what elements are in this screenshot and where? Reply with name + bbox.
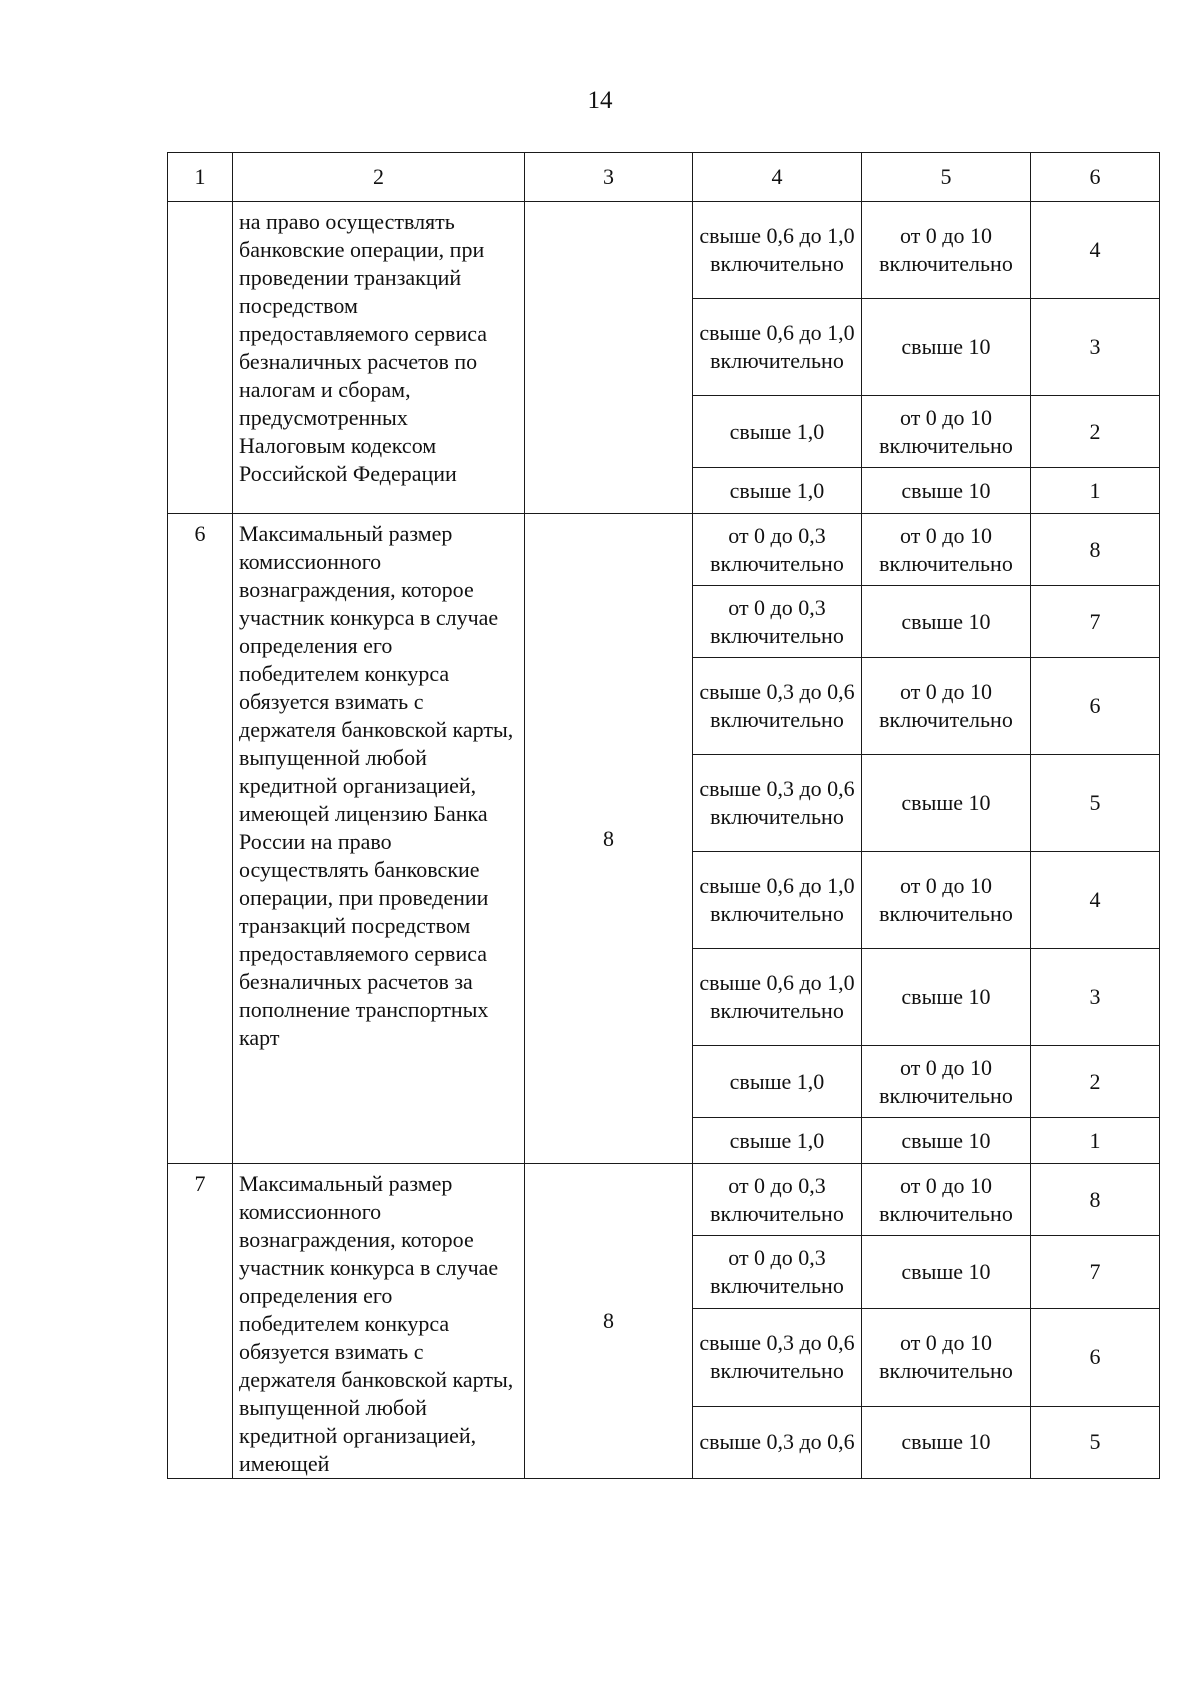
commission-range-cell: от 0 до 0,3 включительно <box>693 586 862 658</box>
header-cell: 4 <box>693 153 862 202</box>
criterion-description: Максимальный размер комиссионного вознаграждения, которое участник конкурса в случае определения его победителем конкурса обязуется взимать с держателя банковской карты, выпущенной любой кредитной организацией, имеющей <box>233 1164 525 1479</box>
amount-range-cell: от 0 до 10 включительно <box>862 514 1031 586</box>
amount-range-cell: от 0 до 10 включительно <box>862 396 1031 468</box>
score-cell: 1 <box>1031 468 1160 514</box>
header-cell: 5 <box>862 153 1031 202</box>
amount-range-cell: от 0 до 10 включительно <box>862 1046 1031 1118</box>
criterion-description: Максимальный размер комиссионного вознаграждения, которое участник конкурса в случае определения его победителем конкурса обязуется взимать с держателя банковской карты, выпущенной любой кредитной организацией, имеющей лицензию Банка России на право осуществлять банковские операции, при проведении транзакций посредством предоставляемого сервиса безналичных расчетов за пополнение транспортных карт <box>233 514 525 1164</box>
commission-range-cell: свыше 1,0 <box>693 468 862 514</box>
commission-range-cell: от 0 до 0,3 включительно <box>693 514 862 586</box>
score-cell: 5 <box>1031 1406 1160 1478</box>
amount-range-cell: свыше 10 <box>862 586 1031 658</box>
header-cell: 1 <box>168 153 233 202</box>
commission-range-cell: свыше 1,0 <box>693 396 862 468</box>
commission-range-cell: свыше 0,6 до 1,0 включительно <box>693 852 862 949</box>
amount-range-cell: от 0 до 10 включительно <box>862 658 1031 755</box>
amount-range-cell: свыше 10 <box>862 468 1031 514</box>
criteria-table <box>167 152 1160 1479</box>
score-cell: 8 <box>1031 514 1160 586</box>
header-row <box>168 153 1160 202</box>
commission-range-cell: свыше 0,6 до 1,0 включительно <box>693 299 862 396</box>
amount-range-cell: свыше 10 <box>862 755 1031 852</box>
header-cell: 6 <box>1031 153 1160 202</box>
criterion-number: 7 <box>168 1164 233 1479</box>
score-cell: 4 <box>1031 202 1160 299</box>
amount-range-cell: от 0 до 10 включительно <box>862 202 1031 299</box>
commission-range-cell: свыше 0,3 до 0,6 включительно <box>693 1308 862 1406</box>
header-cell: 3 <box>525 153 693 202</box>
commission-range-cell: свыше 0,3 до 0,6 <box>693 1406 862 1478</box>
amount-range-cell: свыше 10 <box>862 1236 1031 1308</box>
score-cell: 3 <box>1031 299 1160 396</box>
commission-range-cell: свыше 0,6 до 1,0 включительно <box>693 949 862 1046</box>
commission-range-cell: от 0 до 0,3 включительно <box>693 1164 862 1236</box>
amount-range-cell: свыше 10 <box>862 1118 1031 1164</box>
score-cell: 4 <box>1031 852 1160 949</box>
commission-range-cell: свыше 0,6 до 1,0 включительно <box>693 202 862 299</box>
score-cell: 1 <box>1031 1118 1160 1164</box>
header-cell: 2 <box>233 153 525 202</box>
criterion-number: 6 <box>168 514 233 1164</box>
commission-range-cell: свыше 1,0 <box>693 1046 862 1118</box>
commission-range-cell: от 0 до 0,3 включительно <box>693 1236 862 1308</box>
commission-range-cell: свыше 0,3 до 0,6 включительно <box>693 755 862 852</box>
table-row <box>168 202 1160 299</box>
amount-range-cell: свыше 10 <box>862 299 1031 396</box>
amount-range-cell: от 0 до 10 включительно <box>862 852 1031 949</box>
score-cell: 2 <box>1031 396 1160 468</box>
amount-range-cell: от 0 до 10 включительно <box>862 1308 1031 1406</box>
score-cell: 3 <box>1031 949 1160 1046</box>
criterion-description: на право осуществлять банковские операции, при проведении транзакций посредством предоставляемого сервиса безналичных расчетов по налогам и сборам, предусмотренных Налоговым кодексом Российской Федерации <box>233 202 525 514</box>
commission-range-cell: свыше 1,0 <box>693 1118 862 1164</box>
page-number: 14 <box>587 87 613 114</box>
criterion-weight: 8 <box>525 1164 693 1479</box>
criterion-number <box>168 202 233 514</box>
score-cell: 8 <box>1031 1164 1160 1236</box>
criterion-weight: 8 <box>525 514 693 1164</box>
score-cell: 7 <box>1031 1236 1160 1308</box>
score-cell: 7 <box>1031 586 1160 658</box>
criterion-weight <box>525 202 693 514</box>
amount-range-cell: свыше 10 <box>862 949 1031 1046</box>
table-row <box>168 514 1160 586</box>
score-cell: 5 <box>1031 755 1160 852</box>
commission-range-cell: свыше 0,3 до 0,6 включительно <box>693 658 862 755</box>
score-cell: 6 <box>1031 1308 1160 1406</box>
table-row <box>168 1164 1160 1236</box>
amount-range-cell: свыше 10 <box>862 1406 1031 1478</box>
score-cell: 6 <box>1031 658 1160 755</box>
score-cell: 2 <box>1031 1046 1160 1118</box>
amount-range-cell: от 0 до 10 включительно <box>862 1164 1031 1236</box>
